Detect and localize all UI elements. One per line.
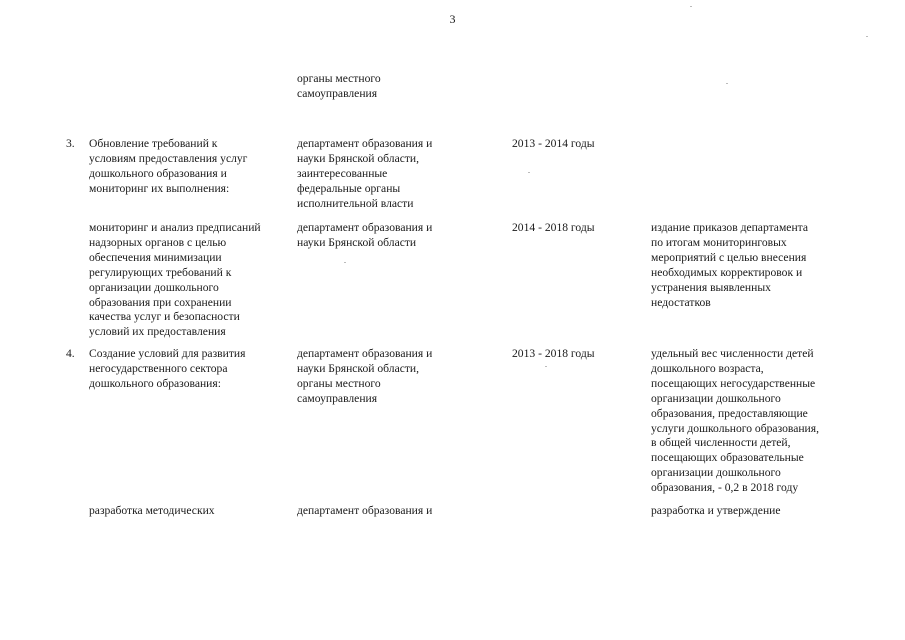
responsible-cell: департамент образования и науки Брянской области, заинтересованные федеральные органы исполнительной власти xyxy=(297,137,433,210)
result-cell: разработка и утверждение xyxy=(651,504,781,517)
term-cell: 2014 - 2018 годы xyxy=(512,221,595,234)
scan-speck xyxy=(344,262,346,263)
scan-speck xyxy=(866,36,868,37)
page-number: 3 xyxy=(449,12,456,26)
responsible-cell: департамент образования и науки Брянской области xyxy=(297,221,433,249)
term-cell: 2013 - 2014 годы xyxy=(512,137,595,150)
continued-responsible-cell: органы местного самоуправления xyxy=(297,72,381,100)
scan-speck xyxy=(726,83,728,84)
scan-speck xyxy=(545,366,547,367)
scan-speck xyxy=(690,6,692,7)
result-cell: удельный вес численности детей дошкольного возраста, посещающих негосударственные организации дошкольного образования, предоставляющие услуги дошкольного образования, в общей численности детей, посещающих образовательные организации дошкольного образования, - 0,2 в 2018 году xyxy=(651,347,819,495)
row-number: 4. xyxy=(66,347,75,360)
scan-speck xyxy=(528,172,530,173)
responsible-cell: департамент образования и xyxy=(297,504,433,517)
action-cell: мониторинг и анализ предписаний надзорных органов с целью обеспечения минимизации регулирующих требований к организации дошкольного образования при сохранении качества услуг и безопасности условий их предоставления xyxy=(89,221,261,339)
row-number: 3. xyxy=(66,137,75,150)
responsible-cell: департамент образования и науки Брянской области, органы местного самоуправления xyxy=(297,347,433,405)
result-cell: издание приказов департамента по итогам мониторинговых мероприятий с целью внесения необходимых корректировок и устранения выявленных недостатков xyxy=(651,221,808,309)
action-cell: Создание условий для развития негосударственного сектора дошкольного образования: xyxy=(89,347,246,390)
term-cell: 2013 - 2018 годы xyxy=(512,347,595,360)
action-cell: разработка методических xyxy=(89,504,215,517)
action-cell: Обновление требований к условиям предоставления услуг дошкольного образования и мониторинг их выполнения: xyxy=(89,137,248,195)
